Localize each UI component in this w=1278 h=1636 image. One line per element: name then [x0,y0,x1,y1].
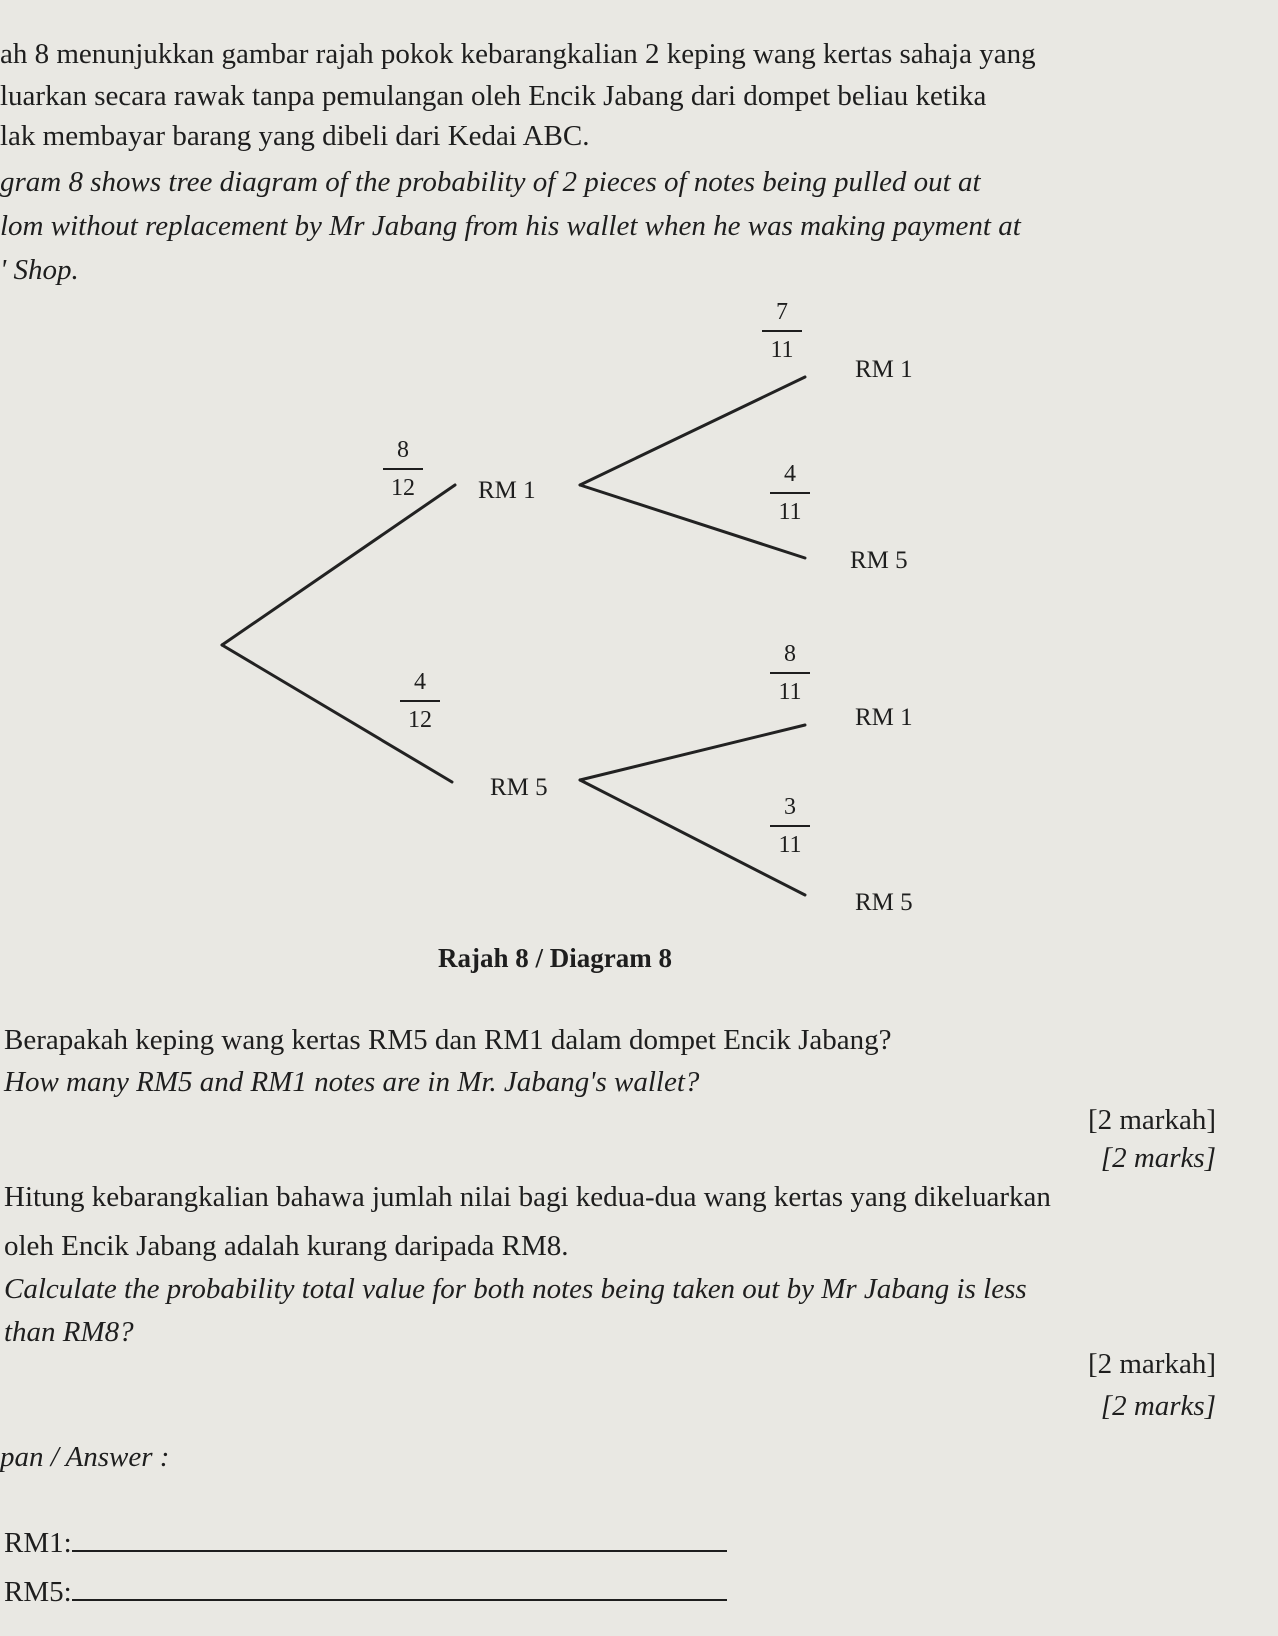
question-b-marks-malay: [2 markah] [1087,1348,1216,1380]
prob-rm1-rm5 [770,462,810,524]
prob-first-rm5 [400,670,440,732]
prob-rm5-rm1 [770,642,810,704]
node-first-rm5: RM 5 [490,774,548,801]
prob-denominator: 11 [770,492,810,524]
prob-numerator: 3 [784,794,796,820]
question-a-marks-malay: [2 markah] [1087,1104,1216,1136]
question-b-english-line-1: Calculate the probability total value for both notes being taken out by Mr Jabang is less [4,1273,1027,1305]
prob-first-rm1 [383,438,423,500]
question-b-english-line-2: than RM8? [4,1316,134,1348]
intro-malay-line-3: lak membayar barang yang dibeli dari Kedai ABC. [0,120,590,152]
node-rm5-rm5: RM 5 [855,889,913,916]
prob-numerator: 7 [776,299,788,325]
answer-rm1-blank[interactable] [72,1526,727,1552]
answer-rm1-row [4,1526,727,1558]
prob-denominator: 12 [400,700,440,732]
prob-numerator: 4 [784,461,796,487]
intro-english-line-1: gram 8 shows tree diagram of the probability of 2 pieces of notes being pulled out at [0,166,981,198]
answer-heading: pan / Answer : [0,1441,170,1473]
answer-rm5-row [4,1575,727,1607]
prob-denominator: 12 [383,468,423,500]
answer-rm5-blank[interactable] [72,1575,727,1601]
branch-rm5-rm1 [580,725,805,780]
prob-numerator: 8 [784,641,796,667]
node-rm1-rm1: RM 1 [855,356,913,383]
question-b-malay-line-2: oleh Encik Jabang adalah kurang daripada RM8. [4,1230,569,1262]
intro-english-line-2: lom without replacement by Mr Jabang from his wallet when he was making payment at [0,210,1021,242]
question-a-malay: Berapakah keping wang kertas RM5 dan RM1 dalam dompet Encik Jabang? [4,1024,892,1056]
answer-rm5-label: RM5: [4,1576,72,1608]
prob-numerator: 4 [414,669,426,695]
prob-rm5-rm5 [770,795,810,857]
node-rm1-rm5: RM 5 [850,547,908,574]
prob-denominator: 11 [762,330,802,362]
prob-rm1-rm1 [762,300,802,362]
intro-malay-line-1: ah 8 menunjukkan gambar rajah pokok kebarangkalian 2 keping wang kertas sahaja yang [0,38,1036,70]
question-b-marks-english: [2 marks] [1100,1390,1216,1422]
intro-malay-line-2: luarkan secara rawak tanpa pemulangan oleh Encik Jabang dari dompet beliau ketika [0,80,987,112]
question-a-english: How many RM5 and RM1 notes are in Mr. Jabang's wallet? [4,1066,700,1098]
branch-first-rm1 [222,485,455,645]
diagram-caption: Rajah 8 / Diagram 8 [438,943,672,973]
node-first-rm1: RM 1 [478,477,536,504]
question-a-marks-english: [2 marks] [1100,1142,1216,1174]
question-b-malay-line-1: Hitung kebarangkalian bahawa jumlah nilai bagi kedua-dua wang kertas yang dikeluarkan [4,1181,1051,1213]
node-rm5-rm1: RM 1 [855,704,913,731]
prob-numerator: 8 [397,437,409,463]
intro-english-line-3: ' Shop. [0,254,79,286]
prob-denominator: 11 [770,825,810,857]
prob-denominator: 11 [770,672,810,704]
answer-rm1-label: RM1: [4,1527,72,1559]
